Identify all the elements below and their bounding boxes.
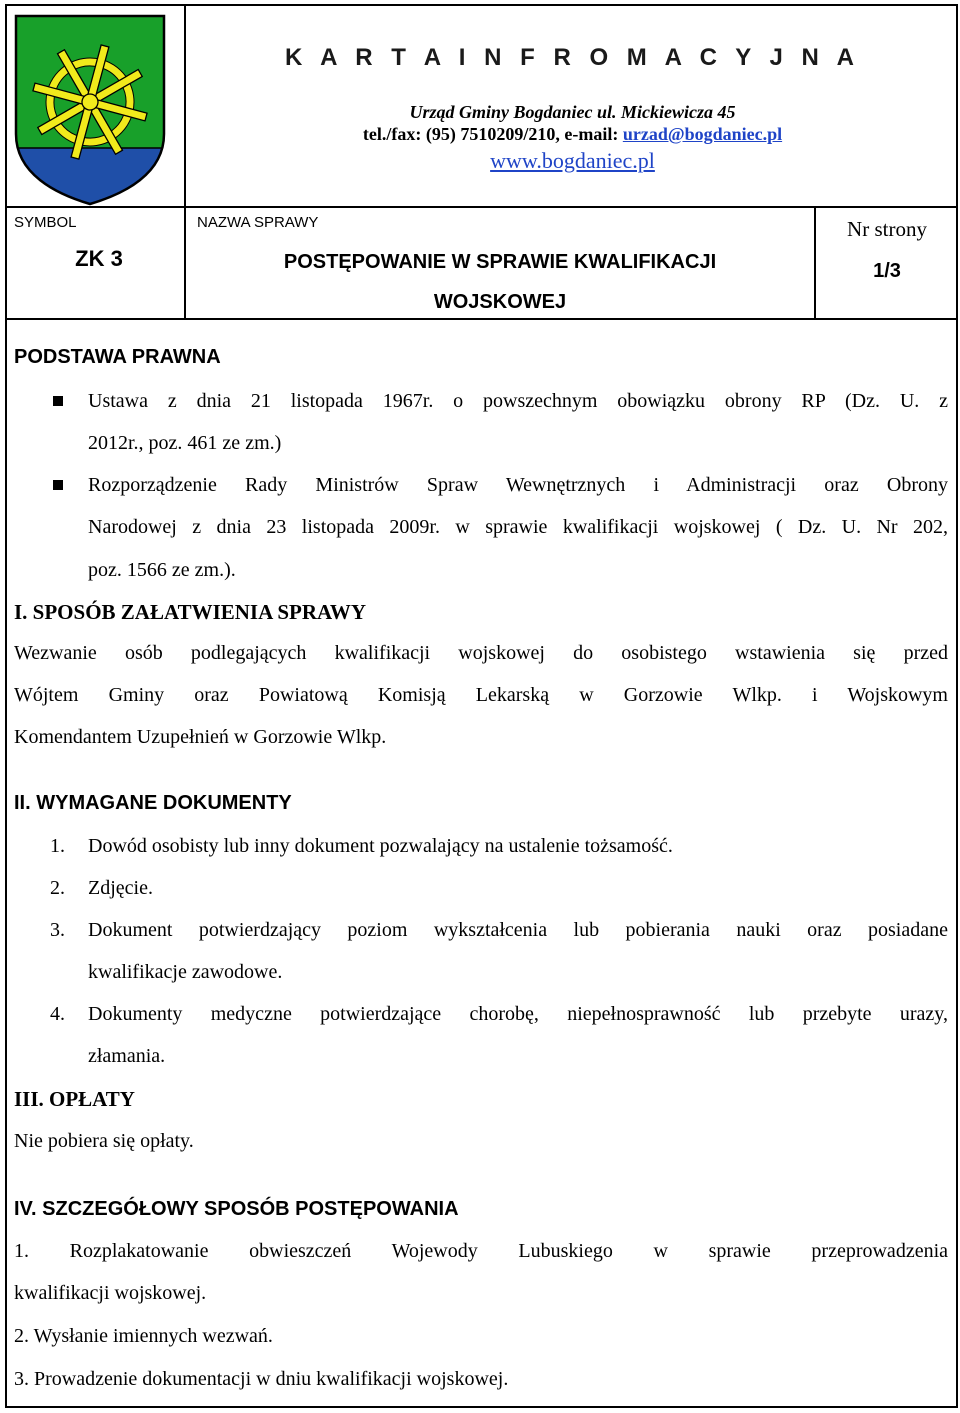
contact-line bbox=[185, 124, 960, 145]
list-number: 2. bbox=[50, 877, 65, 899]
legal-item-line: poz. 1566 ze zm.). bbox=[88, 559, 236, 581]
procedure-item: kwalifikacji wojskowej. bbox=[14, 1282, 207, 1304]
document-title: K A R T A I N F R O M A C Y J N A bbox=[285, 44, 860, 71]
list-number: 3. bbox=[50, 919, 65, 941]
office-address: Urząd Gminy Bogdaniec ul. Mickiewicza 45 bbox=[409, 102, 736, 122]
document-item: Dokumenty medyczne potwierdzające chorobę, niepełnosprawność lub przebyte urazy, bbox=[88, 1003, 948, 1025]
list-number: 4. bbox=[50, 1003, 65, 1025]
section-1-heading: I. SPOSÓB ZAŁATWIENIA SPRAWY bbox=[14, 600, 367, 624]
legal-item-line: Rozporządzenie Rady Ministrów Spraw Wewnętrznych i Administracji oraz Obrony bbox=[88, 474, 948, 496]
section-3-heading: III. OPŁATY bbox=[14, 1087, 135, 1111]
page-caption: Nr strony bbox=[847, 217, 927, 241]
symbol-caption: SYMBOL bbox=[14, 214, 77, 231]
section-2-heading: II. WYMAGANE DOKUMENTY bbox=[14, 792, 292, 814]
procedure-item: 1. Rozplakatowanie obwieszczeń Wojewody Lubuskiego w sprawie przeprowadzenia bbox=[14, 1240, 948, 1262]
website-link[interactable]: www.bogdaniec.pl bbox=[490, 148, 655, 173]
legal-basis-heading: PODSTAWA PRAWNA bbox=[14, 346, 221, 368]
bullet-icon bbox=[53, 480, 63, 490]
section-1-text: Komendantem Uzupełnień w Gorzowie Wlkp. bbox=[14, 726, 387, 748]
section-4-heading: IV. SZCZEGÓŁOWY SPOSÓB POSTĘPOWANIA bbox=[14, 1198, 459, 1220]
procedure-item: 3. Prowadzenie dokumentacji w dniu kwalifikacji wojskowej. bbox=[14, 1368, 509, 1390]
document-item: Dokument potwierdzający poziom wykształcenia lub pobierania nauki oraz posiadane bbox=[88, 919, 948, 941]
procedure-item: 2. Wysłanie imiennych wezwań. bbox=[14, 1325, 273, 1347]
email-link[interactable]: urzad@bogdaniec.pl bbox=[622, 124, 783, 144]
phone-fax: tel./fax: (95) 7510209/210, e-mail: bbox=[362, 124, 623, 144]
document-item: Dowód osobisty lub inny dokument pozwalający na ustalenie tożsamość. bbox=[88, 835, 673, 857]
document-item: Zdjęcie. bbox=[88, 877, 153, 899]
legal-item-line: Ustawa z dnia 21 listopada 1967r. o powszechnym obowiązku obrony RP (Dz. U. z bbox=[88, 390, 948, 412]
crest-logo bbox=[14, 14, 166, 206]
section-1-text: Wójtem Gminy oraz Powiatową Komisją Lekarską w Gorzowie Wlkp. i Wojskowym bbox=[14, 684, 948, 706]
legal-item-line: Narodowej z dnia 23 listopada 2009r. w sprawie kwalifikacji wojskowej ( Dz. U. Nr 202, bbox=[88, 516, 948, 538]
document-item: kwalifikacje zawodowe. bbox=[88, 961, 283, 983]
fees-text: Nie pobiera się opłaty. bbox=[14, 1130, 194, 1152]
list-number: 1. bbox=[50, 835, 65, 857]
page-number: 1/3 bbox=[873, 260, 901, 282]
case-name bbox=[186, 242, 814, 322]
legal-item-line: 2012r., poz. 461 ze zm.) bbox=[88, 432, 282, 454]
symbol-value: ZK 3 bbox=[75, 246, 123, 271]
case-name-caption: NAZWA SPRAWY bbox=[197, 214, 319, 231]
bullet-icon bbox=[53, 396, 63, 406]
case-name-line: WOJSKOWEJ bbox=[433, 291, 567, 313]
document-item: złamania. bbox=[88, 1045, 166, 1067]
case-name-line: POSTĘPOWANIE W SPRAWIE KWALIFIKACJI bbox=[283, 251, 717, 273]
section-1-text: Wezwanie osób podlegających kwalifikacji wojskowej do osobistego wstawienia się przed bbox=[14, 642, 948, 664]
